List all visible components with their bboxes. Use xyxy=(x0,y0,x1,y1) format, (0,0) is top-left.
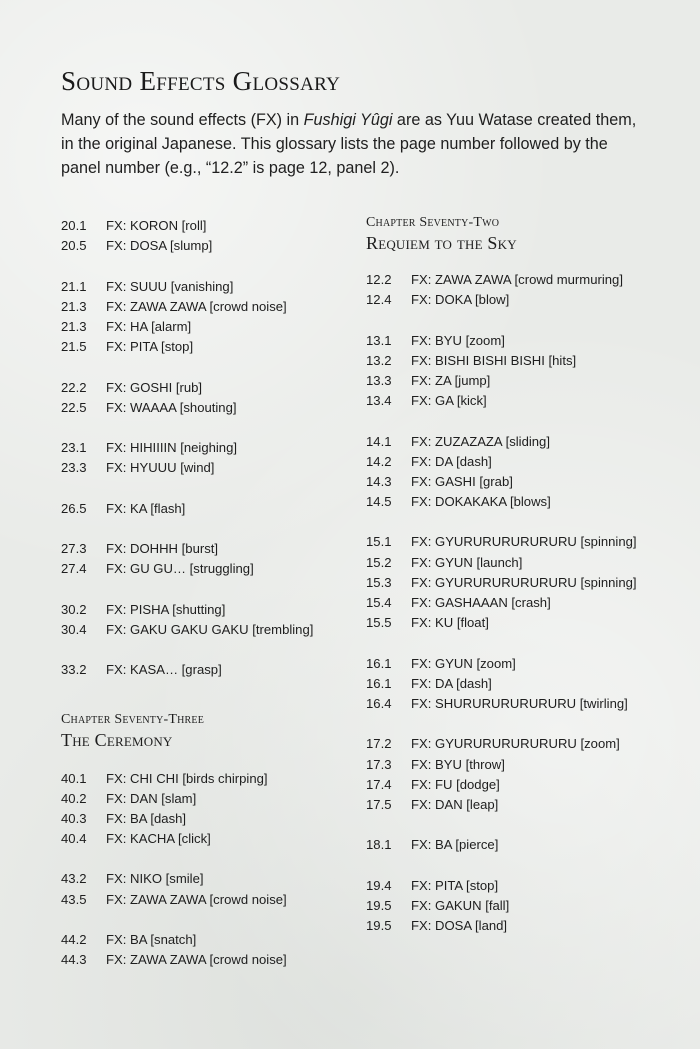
entry-sound-effect: FX: ZAWA ZAWA [crowd noise] xyxy=(106,298,287,314)
glossary-entry xyxy=(366,876,686,896)
entry-page-panel: 20.5 xyxy=(61,238,87,254)
glossary-entry xyxy=(366,916,686,936)
entry-page-panel: 15.3 xyxy=(366,574,392,590)
entry-sound-effect: FX: KACHA [click] xyxy=(106,831,211,847)
glossary-entry xyxy=(61,869,351,889)
entry-sound-effect: FX: GA [kick] xyxy=(411,393,487,409)
glossary-entry xyxy=(61,890,351,910)
glossary-entry xyxy=(61,236,351,256)
glossary-entry xyxy=(61,297,351,317)
entry-page-panel: 40.2 xyxy=(61,790,87,806)
right-column xyxy=(366,214,686,936)
glossary-entry xyxy=(366,331,686,351)
entry-page-panel: 12.4 xyxy=(366,292,392,308)
glossary-entry xyxy=(366,775,686,795)
entry-page-panel: 43.5 xyxy=(61,891,87,907)
entry-sound-effect: FX: DAN [slam] xyxy=(106,790,197,806)
entry-page-panel: 26.5 xyxy=(61,500,87,516)
left-entry-groups xyxy=(61,216,351,680)
glossary-entry xyxy=(61,950,351,970)
glossary-entry xyxy=(61,809,351,829)
entry-page-panel: 17.4 xyxy=(366,776,392,792)
entry-page-panel: 43.2 xyxy=(61,871,87,887)
entry-page-panel: 15.5 xyxy=(366,615,392,631)
glossary-entry xyxy=(366,654,686,674)
glossary-entry xyxy=(366,734,686,754)
entry-sound-effect: FX: ZUZAZAZA [sliding] xyxy=(411,433,550,449)
entry-sound-effect: FX: DAN [leap] xyxy=(411,796,499,812)
chapter-73-number: Chapter Seventy-Three xyxy=(61,711,205,727)
entry-sound-effect: FX: GOSHI [rub] xyxy=(106,379,203,395)
entry-sound-effect: FX: HA [alarm] xyxy=(106,318,192,334)
glossary-entry xyxy=(366,573,686,593)
entry-page-panel: 21.3 xyxy=(61,298,87,314)
entry-page-panel: 17.2 xyxy=(366,736,392,752)
entry-page-panel: 30.2 xyxy=(61,601,87,617)
glossary-entry xyxy=(366,270,686,290)
entry-page-panel: 30.4 xyxy=(61,621,87,637)
glossary-entry xyxy=(61,829,351,849)
glossary-entry xyxy=(61,930,351,950)
entry-page-panel: 19.4 xyxy=(366,877,392,893)
glossary-entry xyxy=(366,472,686,492)
entry-page-panel: 22.2 xyxy=(61,379,87,395)
glossary-entry xyxy=(366,795,686,815)
entry-sound-effect: FX: HIHIIIIN [neighing] xyxy=(106,440,237,456)
entry-sound-effect: FX: GASHI [grab] xyxy=(411,473,513,489)
glossary-entry xyxy=(61,378,351,398)
entry-page-panel: 15.1 xyxy=(366,534,392,550)
entry-sound-effect: FX: SUUU [vanishing] xyxy=(106,278,234,294)
glossary-entry xyxy=(61,620,351,640)
glossary-entry xyxy=(366,835,686,855)
intro-text-1: Many of the sound effects (FX) in xyxy=(61,111,304,129)
entry-sound-effect: FX: GAKU GAKU GAKU [trembling] xyxy=(106,621,314,637)
entry-sound-effect: FX: CHI CHI [birds chirping] xyxy=(106,770,268,786)
entry-page-panel: 40.1 xyxy=(61,770,87,786)
entry-page-panel: 19.5 xyxy=(366,897,392,913)
entry-page-panel: 12.2 xyxy=(366,272,392,287)
chapter-73-entry-groups xyxy=(61,769,351,971)
glossary-entry xyxy=(366,694,686,714)
glossary-entry xyxy=(366,351,686,371)
entry-page-panel: 22.5 xyxy=(61,399,87,415)
entry-page-panel: 18.1 xyxy=(366,837,392,853)
glossary-entry xyxy=(366,452,686,472)
chapter-73-heading xyxy=(61,711,351,751)
entry-sound-effect: FX: DA [dash] xyxy=(411,675,492,691)
entry-page-panel: 14.3 xyxy=(366,473,392,489)
entry-sound-effect: FX: BYU [zoom] xyxy=(411,332,505,348)
entry-page-panel: 27.4 xyxy=(61,561,87,577)
entry-sound-effect: FX: DOHHH [burst] xyxy=(106,541,219,556)
entry-sound-effect: FX: NIKO [smile] xyxy=(106,871,204,887)
chapter-72-heading xyxy=(366,214,686,254)
entry-sound-effect: FX: WAAAA [shouting] xyxy=(106,399,237,415)
entry-sound-effect: FX: DA [dash] xyxy=(411,453,492,469)
entry-page-panel: 13.4 xyxy=(366,393,392,409)
entry-page-panel: 16.1 xyxy=(366,655,392,671)
glossary-entry xyxy=(366,674,686,694)
entry-sound-effect: FX: GYURURURURURURU [zoom] xyxy=(411,736,620,752)
entry-sound-effect: FX: PITA [stop] xyxy=(106,339,194,355)
entry-page-panel: 40.4 xyxy=(61,831,87,847)
intro-paragraph xyxy=(61,108,641,180)
glossary-entry xyxy=(61,600,351,620)
entry-sound-effect: FX: DOSA [land] xyxy=(411,918,508,933)
glossary-entry xyxy=(366,755,686,775)
chapter-72-entry-groups xyxy=(366,270,686,936)
glossary-entry xyxy=(366,613,686,633)
entry-sound-effect: FX: BA [dash] xyxy=(106,810,187,826)
glossary-entry xyxy=(61,499,351,519)
entry-sound-effect: FX: KORON [roll] xyxy=(106,218,207,233)
entry-sound-effect: FX: DOSA [slump] xyxy=(106,238,213,254)
entry-page-panel: 44.3 xyxy=(61,952,87,968)
entry-page-panel: 14.1 xyxy=(366,433,392,449)
entry-page-panel: 14.2 xyxy=(366,453,392,469)
entry-sound-effect: FX: KA [flash] xyxy=(106,500,186,516)
entry-page-panel: 13.3 xyxy=(366,372,392,388)
entry-sound-effect: FX: GYURURURURURURU [spinning] xyxy=(411,534,637,550)
entry-page-panel: 16.4 xyxy=(366,695,392,711)
glossary-entry xyxy=(61,660,351,680)
entry-page-panel: 13.2 xyxy=(366,352,392,368)
entry-sound-effect: FX: GASHAAAN [crash] xyxy=(411,595,551,610)
entry-sound-effect: FX: BYU [throw] xyxy=(411,756,505,772)
entry-page-panel: 44.2 xyxy=(61,932,87,947)
chapter-72-name: Requiem to the Sky xyxy=(366,233,517,253)
entry-sound-effect: FX: GAKUN [fall] xyxy=(411,897,510,913)
entry-sound-effect: FX: KU [float] xyxy=(411,615,489,631)
glossary-entry xyxy=(61,559,351,579)
entry-page-panel: 13.1 xyxy=(366,332,392,348)
glossary-entry xyxy=(61,398,351,418)
intro-text-2: are as Yuu Watase created them, in the original Japanese. This glossary lists the page number followed by the panel number (e.g., “12.2” is page 12, panel 2). xyxy=(61,111,637,177)
entry-page-panel: 15.4 xyxy=(366,595,392,610)
chapter-73-name: The Ceremony xyxy=(61,729,173,750)
entry-sound-effect: FX: ZAWA ZAWA [crowd noise] xyxy=(106,891,287,907)
entry-sound-effect: FX: HYUUU [wind] xyxy=(106,460,215,476)
entry-sound-effect: FX: FU [dodge] xyxy=(411,776,500,792)
entry-page-panel: 19.5 xyxy=(366,918,392,933)
entry-sound-effect: FX: ZAWA ZAWA [crowd murmuring] xyxy=(411,272,623,287)
entry-page-panel: 21.1 xyxy=(61,278,87,294)
glossary-entry xyxy=(61,317,351,337)
glossary-entry xyxy=(61,458,351,478)
glossary-entry xyxy=(61,539,351,559)
glossary-entry xyxy=(61,277,351,297)
entry-sound-effect: FX: PISHA [shutting] xyxy=(106,601,226,617)
entry-sound-effect: FX: KASA… [grasp] xyxy=(106,662,222,678)
glossary-entry xyxy=(366,290,686,310)
left-column xyxy=(61,216,351,970)
glossary-entry xyxy=(61,789,351,809)
intro-series-title: Fushigi Yûgi xyxy=(303,111,393,129)
entry-page-panel: 27.3 xyxy=(61,541,87,556)
glossary-entry xyxy=(366,593,686,613)
entry-page-panel: 17.3 xyxy=(366,756,392,772)
glossary-entry xyxy=(366,432,686,452)
entry-page-panel: 20.1 xyxy=(61,218,87,233)
entry-sound-effect: FX: DOKAKAKA [blows] xyxy=(411,494,551,510)
entry-page-panel: 17.5 xyxy=(366,796,392,812)
glossary-entry xyxy=(366,553,686,573)
glossary-entry xyxy=(61,216,351,236)
glossary-entry xyxy=(366,532,686,552)
entry-sound-effect: FX: ZA [jump] xyxy=(411,372,491,388)
entry-page-panel: 14.5 xyxy=(366,494,392,510)
glossary-entry xyxy=(366,896,686,916)
entry-sound-effect: FX: PITA [stop] xyxy=(411,877,499,893)
entry-page-panel: 21.5 xyxy=(61,339,87,355)
entry-page-panel: 40.3 xyxy=(61,810,87,826)
glossary-entry xyxy=(366,391,686,411)
entry-sound-effect: FX: GYURURURURURURU [spinning] xyxy=(411,574,637,590)
chapter-72-number: Chapter Seventy-Two xyxy=(366,215,500,230)
entry-sound-effect: FX: ZAWA ZAWA [crowd noise] xyxy=(106,952,287,968)
entry-sound-effect: FX: GYUN [launch] xyxy=(411,554,523,570)
entry-page-panel: 21.3 xyxy=(61,318,87,334)
entry-sound-effect: FX: GU GU… [struggling] xyxy=(106,561,254,577)
entry-sound-effect: FX: BISHI BISHI BISHI [hits] xyxy=(411,352,577,368)
entry-sound-effect: FX: DOKA [blow] xyxy=(411,292,510,308)
entry-sound-effect: FX: SHURURURURURURU [twirling] xyxy=(411,695,628,711)
glossary-entry xyxy=(366,371,686,391)
glossary-entry xyxy=(366,492,686,512)
entry-page-panel: 23.3 xyxy=(61,460,87,476)
entry-page-panel: 16.1 xyxy=(366,675,392,691)
entry-page-panel: 15.2 xyxy=(366,554,392,570)
entry-sound-effect: FX: BA [snatch] xyxy=(106,932,197,947)
glossary-entry xyxy=(61,337,351,357)
entry-page-panel: 23.1 xyxy=(61,440,87,456)
entry-sound-effect: FX: GYUN [zoom] xyxy=(411,655,516,671)
entry-sound-effect: FX: BA [pierce] xyxy=(411,837,499,853)
entry-page-panel: 33.2 xyxy=(61,662,87,678)
glossary-entry xyxy=(61,438,351,458)
page-title: Sound Effects Glossary xyxy=(61,66,341,96)
glossary-entry xyxy=(61,769,351,789)
